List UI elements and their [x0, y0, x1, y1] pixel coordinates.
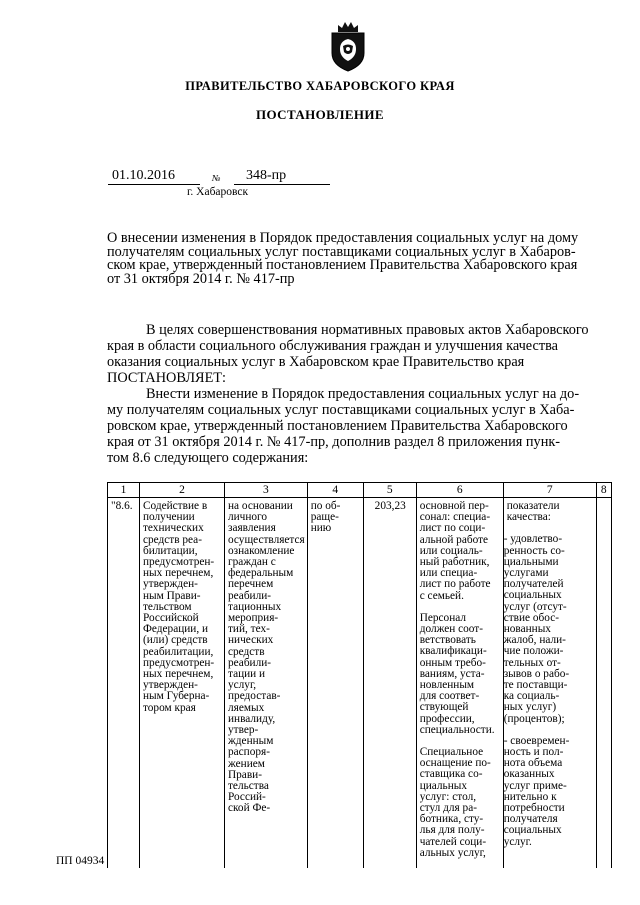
document-type: ПОСТАНОВЛЕНИЕ [255, 107, 385, 122]
cell-line: или специа- [419, 567, 478, 580]
cell-line: Персонал [419, 611, 466, 624]
cell-line: граждан с [228, 556, 276, 569]
cell-line: тельства [228, 780, 269, 793]
column-header: 3 [225, 483, 308, 498]
number-sign: № [212, 173, 221, 183]
cell-line: социальных [503, 589, 562, 602]
cell-line: ренность со- [503, 544, 565, 557]
cell-text [504, 531, 596, 724]
document-date: 01.10.2016 [112, 168, 175, 183]
paragraph-line: оказания социальных услуг в Хабаровском крае Правительство края [107, 354, 525, 370]
table-header-row [108, 483, 612, 498]
cell-text [308, 498, 363, 535]
cell-line: ставщика со- [419, 768, 483, 781]
cell-line: услуг: стол, [419, 790, 477, 803]
cell-line: раще- [310, 511, 339, 524]
cell-line: получателя [503, 813, 558, 826]
cell-line: получении [143, 511, 195, 524]
cell-line: по об- [310, 500, 341, 512]
cell-text [504, 733, 596, 848]
cell-line: распоря- [228, 746, 270, 759]
cell-line: ской Фе- [228, 802, 271, 815]
cell-line: предостав- [228, 690, 281, 703]
cell-line: реабили- [228, 656, 272, 669]
paragraph-line: му получателям социальных услуг поставщиками социальных услуг в Хаба- [107, 402, 575, 418]
cell-line: реабили- [228, 589, 272, 602]
cell-line: ность и пол- [503, 746, 564, 759]
cell-line: нию [310, 522, 332, 535]
cell-text [225, 498, 307, 815]
amendment-table [107, 482, 612, 868]
number-underline [234, 184, 330, 185]
cell-line: ботника, сту- [419, 813, 484, 826]
column-header: 8 [596, 483, 611, 498]
cell-line: предусмотрен- [143, 556, 215, 569]
document-subject [107, 232, 613, 286]
cell-line: жденным [228, 735, 274, 748]
document-city: г. Хабаровск [187, 186, 249, 198]
table-cell-extra [596, 498, 611, 868]
cell-line: лист по соци- [419, 522, 486, 535]
table-cell-quality [503, 498, 596, 868]
cell-line: нительно к [503, 790, 557, 803]
cell-line: 203,23 [374, 500, 406, 512]
cell-line: тором края [143, 701, 196, 714]
cell-line: ветствовать [419, 634, 476, 647]
column-header: 4 [307, 483, 363, 498]
cell-line: тий, тех- [228, 623, 270, 636]
cell-line: ных перечнем, [143, 668, 214, 681]
paragraph-line: края от 31 октября 2014 г. № 417-пр, дополнив раздел 8 приложения пунк- [107, 434, 561, 450]
paragraph-line: том 8.6 следующего содержания: [107, 450, 309, 466]
cell-line: ных перечнем, [143, 567, 214, 580]
cell-line: сонал: специа- [419, 511, 491, 524]
cell-line: новленным [419, 679, 475, 692]
column-header: 5 [363, 483, 416, 498]
cell-line: или социаль- [419, 544, 483, 557]
cell-line: инвалиду, [228, 712, 276, 725]
cell-line: мероприя- [228, 612, 279, 625]
cell-line: должен соот- [419, 623, 484, 636]
cell-line: чателей соци- [419, 835, 487, 848]
cell-line: Россий- [228, 791, 266, 804]
cell-text [504, 498, 596, 523]
cell-line: зывов о рабо- [503, 667, 570, 680]
cell-line: Специальное [419, 746, 484, 759]
cell-line: циальными [503, 555, 559, 568]
cell-line: стул для ра- [419, 802, 477, 815]
table-cell-frequency [307, 498, 363, 868]
cell-line: ляемых [228, 701, 265, 714]
cell-line: осуществляется [228, 533, 305, 546]
cell-line: показатели [506, 500, 560, 512]
table-row [108, 498, 612, 868]
paragraph-line: ровском крае, утвержденный постановлением Правительства Хабаровского [107, 418, 568, 434]
cell-line: (процентов); [503, 712, 565, 725]
cell-line: оказанных [503, 768, 555, 781]
cell-line: тельных от- [503, 656, 561, 669]
cell-line: ка социаль- [503, 690, 560, 703]
cell-line: ствие обос- [503, 611, 559, 624]
cell-line: альной работе [419, 533, 489, 546]
cell-line: качества: [506, 511, 551, 524]
cell-line: ваниям, уста- [419, 667, 485, 680]
table-cell-tariff [363, 498, 416, 868]
cell-line: лист по работе [419, 578, 491, 591]
cell-line: утвержден- [143, 679, 198, 692]
cell-line: перечнем [228, 578, 274, 591]
paragraph-line: Внести изменение в Порядок предоставления социальных услуг на до- [146, 386, 580, 402]
cell-line: услуг приме- [503, 779, 567, 792]
cell-line: чие положи- [503, 645, 564, 658]
cell-line: ный работник, [419, 556, 490, 569]
cell-line: предусмотрен- [143, 656, 215, 669]
cell-line: (или) средств [143, 634, 208, 647]
cell-line: на основании [228, 500, 293, 512]
cell-line: жалоб, нали- [503, 634, 566, 647]
cell-line: ствующей [419, 701, 469, 714]
cell-line: профессии, [419, 712, 475, 725]
khabarovsk-coat-of-arms-icon [326, 19, 370, 73]
cell-line: квалификаци- [419, 645, 487, 658]
table-cell-conditions [416, 498, 503, 868]
paragraph-line: края в области социального обслуживания граждан и улучшения качества [107, 338, 558, 354]
cell-line: утвержден- [143, 578, 198, 591]
subject-line: ском крае, утвержденный постановлением Правительства Хабаровского края [107, 257, 578, 273]
preamble-paragraph [107, 322, 613, 386]
cell-line: Федерации, и [143, 623, 209, 636]
date-underline [108, 184, 200, 185]
cell-line: услуг. [503, 835, 532, 848]
cell-line: основной пер- [419, 500, 489, 512]
cell-line: Российской [143, 612, 199, 625]
cell-line: - своевремен- [503, 734, 570, 747]
cell-line: специальности. [419, 723, 495, 736]
cell-line: "8.6. [111, 500, 133, 512]
subject-line: от 31 октября 2014 г. № 417-пр [107, 270, 295, 287]
cell-text [417, 744, 503, 859]
cell-line: тации и [228, 668, 266, 681]
cell-line: заявления [228, 522, 276, 535]
cell-line: нованных [503, 623, 551, 636]
cell-line: технических [143, 522, 204, 535]
cell-line: жением [228, 757, 265, 770]
cell-text [108, 498, 139, 512]
cell-line: лья для полу- [419, 824, 485, 837]
cell-text [364, 498, 416, 512]
resolution-paragraph [107, 386, 613, 466]
organization-title: ПРАВИТЕЛЬСТВО ХАБАРОВСКОГО КРАЯ [185, 79, 455, 93]
cell-line: ным Прави- [143, 589, 201, 602]
cell-line: средств [228, 645, 265, 658]
cell-line: нота объема [503, 757, 563, 770]
cell-line: личного [228, 511, 268, 524]
cell-text [417, 498, 503, 602]
cell-text [140, 498, 224, 714]
paragraph-line: ПОСТАНОВЛЯЕТ: [107, 370, 227, 386]
cell-line: услуг, [228, 679, 257, 692]
table-cell-number [108, 498, 140, 868]
cell-line: оснащение по- [419, 757, 491, 770]
table-cell-service [140, 498, 225, 868]
cell-line: циальных [419, 779, 467, 792]
cell-line: ным Губерна- [143, 690, 210, 703]
cell-line: тационных [228, 600, 282, 613]
cell-line: Содействие в [143, 500, 208, 512]
column-header: 7 [503, 483, 596, 498]
document-number: 348-пр [246, 168, 287, 183]
paragraph-line: В целях совершенствования нормативных правовых актов Хабаровского [146, 322, 589, 338]
cell-line: Прави- [228, 768, 262, 781]
subject-line: получателям социальных услуг поставщиками социальных услуг в Хабаров- [107, 243, 576, 260]
cell-line: для соответ- [419, 690, 480, 703]
cell-line: нических [228, 634, 274, 647]
cell-line: утвер- [228, 724, 259, 737]
cell-line: билитации, [143, 544, 198, 557]
column-header: 2 [140, 483, 225, 498]
cell-line: получателей [503, 578, 564, 591]
subject-line: О внесении изменения в Порядок предоставления социальных услуг на дому [107, 230, 579, 246]
cell-line: социальных [503, 824, 562, 837]
cell-line: федеральным [228, 567, 294, 580]
cell-line: услуг (отсут- [503, 600, 567, 613]
cell-line: ознакомление [228, 544, 295, 557]
cell-line: тельством [143, 600, 192, 613]
column-header: 6 [416, 483, 503, 498]
cell-line: потребности [503, 802, 565, 815]
column-header: 1 [108, 483, 140, 498]
cell-line: с семьей. [419, 589, 464, 602]
footer-code: ПП 04934 [56, 855, 105, 867]
cell-line: те поставщи- [503, 679, 568, 692]
cell-line: реабилитации, [143, 645, 214, 658]
cell-line: онным требо- [419, 656, 486, 669]
table-cell-description [225, 498, 308, 868]
cell-line: - удовлетво- [503, 533, 563, 546]
cell-line: ных услуг) [503, 701, 557, 714]
cell-text [597, 498, 611, 501]
cell-line: услугами [503, 567, 549, 580]
cell-line: средств реа- [143, 533, 202, 546]
cell-line: альных услуг, [419, 846, 486, 859]
cell-text [417, 610, 503, 736]
